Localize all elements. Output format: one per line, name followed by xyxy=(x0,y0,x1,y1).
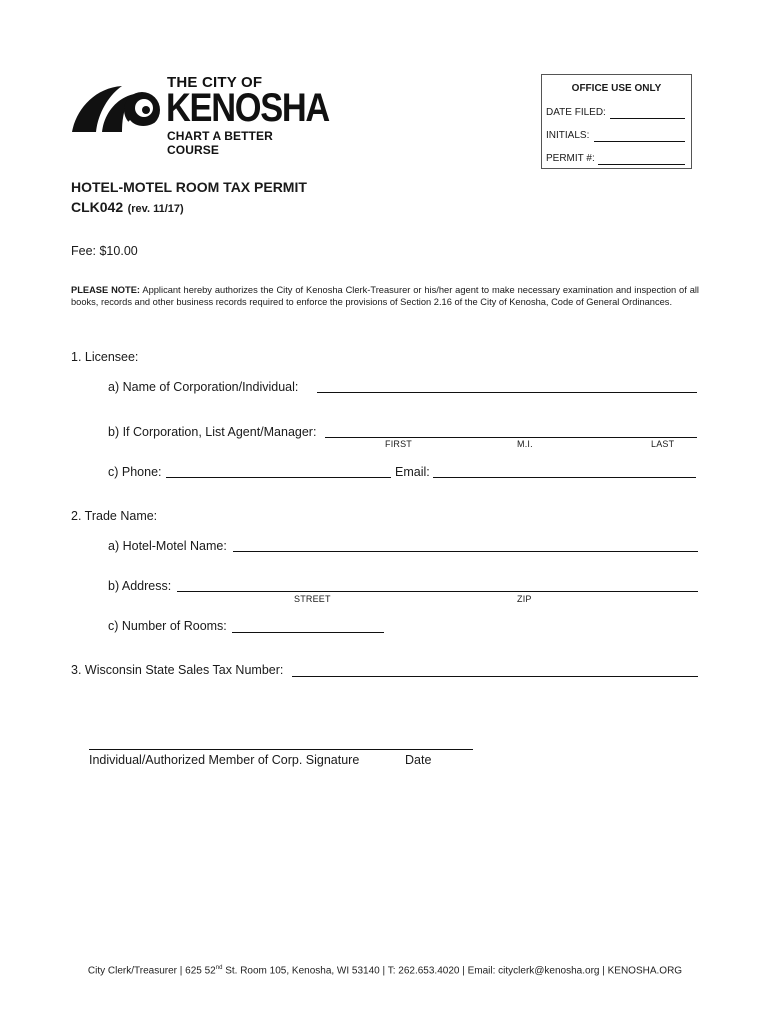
logo-line1: THE CITY OF xyxy=(167,74,263,91)
address-label: b) Address: xyxy=(108,579,172,593)
agent-mi-label: M.I. xyxy=(517,439,533,449)
city-logo xyxy=(70,74,329,157)
permit-field[interactable] xyxy=(598,164,685,165)
footer-part2: St. Room 105, Kenosha, WI 53140 | T: 262.653.4020 | Email: cityclerk@kenosha.org | KENOSHA.ORG xyxy=(222,965,683,977)
form-revision: (rev. 11/17) xyxy=(127,203,184,215)
fee-text: Fee: $10.00 xyxy=(71,244,138,258)
footer-sup: nd xyxy=(215,965,223,971)
rooms-label: c) Number of Rooms: xyxy=(108,619,227,633)
form-code: CLK042 xyxy=(71,199,124,215)
note-label: PLEASE NOTE: xyxy=(71,285,141,295)
phone-field[interactable] xyxy=(166,477,391,478)
initials-label: INITIALS: xyxy=(546,130,590,141)
hotel-name-field[interactable] xyxy=(233,551,698,552)
initials-field[interactable] xyxy=(594,141,685,142)
form-code-row xyxy=(71,199,184,217)
agent-last-label: LAST xyxy=(651,439,675,449)
hotel-name-label: a) Hotel-Motel Name: xyxy=(108,539,227,553)
rooms-field[interactable] xyxy=(232,632,384,633)
address-street-label: STREET xyxy=(294,594,331,604)
signature-field[interactable] xyxy=(89,749,473,750)
corp-name-label: a) Name of Corporation/Individual: xyxy=(108,380,299,394)
section1-heading: 1. Licensee: xyxy=(71,350,139,364)
footer-part1: City Clerk/Treasurer | 625 52 xyxy=(87,965,216,977)
permit-label: PERMIT #: xyxy=(546,153,595,164)
date-filed-label: DATE FILED: xyxy=(546,107,606,118)
office-use-box xyxy=(541,74,692,169)
address-zip-label: ZIP xyxy=(517,594,532,604)
section3-heading: 3. Wisconsin State Sales Tax Number: xyxy=(71,663,284,677)
address-field[interactable] xyxy=(177,591,698,592)
note-text: Applicant hereby authorizes the City of Kenosha Clerk-Treasurer or his/her agent to make necessary examination and inspection of all books, records and other business records required to enforce the provisions of Section 2.16 of the City of Kenosha, Code of General Ordinances. xyxy=(71,285,699,308)
footer-contact xyxy=(0,965,770,976)
logo-line2: KENOSHA xyxy=(166,86,329,130)
agent-field[interactable] xyxy=(325,437,697,438)
please-note xyxy=(71,284,699,309)
corp-name-field[interactable] xyxy=(317,392,697,393)
email-label: Email: xyxy=(395,465,430,479)
date-filed-field[interactable] xyxy=(610,118,685,119)
agent-label: b) If Corporation, List Agent/Manager: xyxy=(108,425,317,439)
office-use-title: OFFICE USE ONLY xyxy=(571,83,662,94)
kenosha-wave-logo-icon xyxy=(70,80,162,136)
logo-tagline: CHART A BETTER COURSE xyxy=(167,129,273,157)
form-title: HOTEL-MOTEL ROOM TAX PERMIT xyxy=(71,179,307,195)
date-label: Date xyxy=(405,753,432,767)
agent-first-label: FIRST xyxy=(385,439,412,449)
signature-label: Individual/Authorized Member of Corp. Signature xyxy=(89,753,360,767)
email-field[interactable] xyxy=(433,477,696,478)
section2-heading: 2. Trade Name: xyxy=(71,509,158,523)
phone-label: c) Phone: xyxy=(108,465,162,479)
sales-tax-field[interactable] xyxy=(292,676,698,677)
